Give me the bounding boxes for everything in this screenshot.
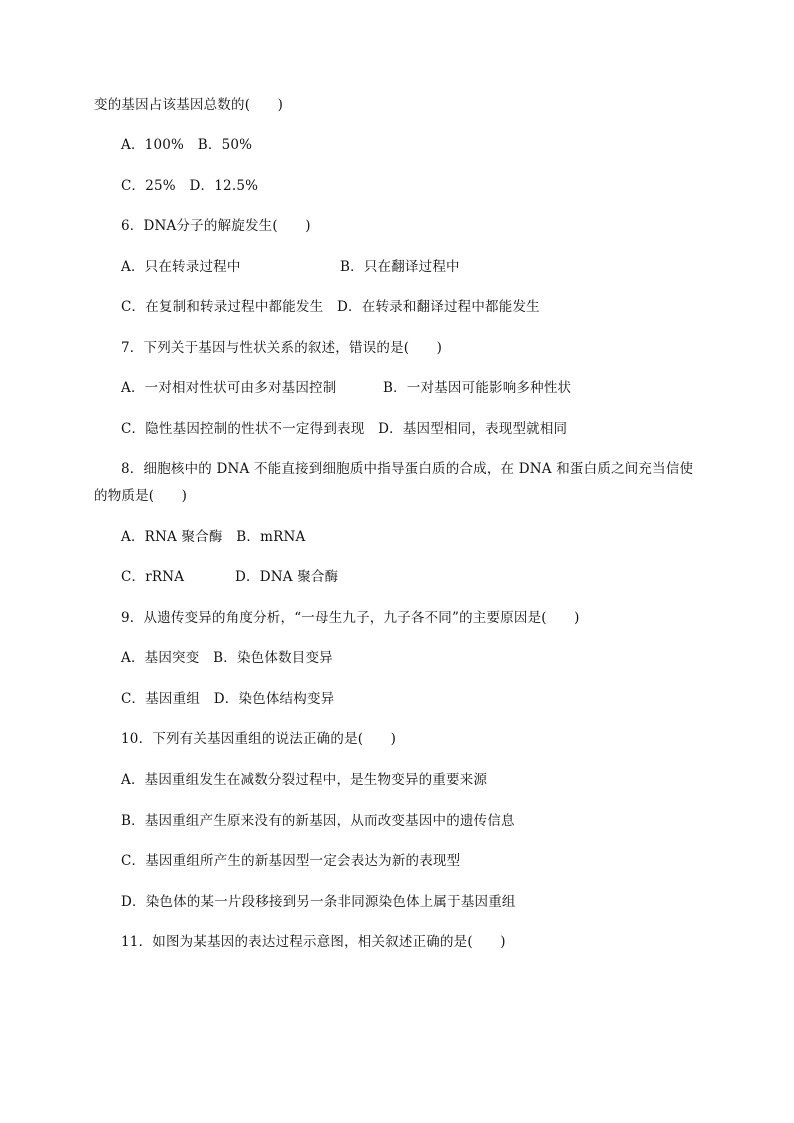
question-6-options-cd: C．在复制和转录过程中都能发生 D．在转录和翻译过程中都能发生	[121, 299, 540, 315]
question-9-options-cd: C．基因重组 D．染色体结构变异	[121, 691, 335, 707]
question-6-option-b: B．只在翻译过程中	[340, 259, 460, 275]
question-7-options-cd: C．隐性基因控制的性状不一定得到表现 D．基因型相同，表现型就相同	[121, 421, 568, 437]
question-6-stem: 6．DNA分子的解旋发生( )	[121, 218, 311, 234]
question-5-stem-tail: 变的基因占该基因总数的( )	[94, 97, 284, 113]
question-8-stem-line-1: 8．细胞核中的 DNA 不能直接到细胞质中指导蛋白质的合成，在 DNA 和蛋白质之间充当信使	[121, 461, 694, 477]
question-8-stem-line-2: 的物质是( )	[94, 488, 188, 504]
question-7-stem: 7．下列关于基因与性状关系的叙述，错误的是( )	[121, 340, 443, 356]
question-7-option-b: B．一对基因可能影响多种性状	[383, 380, 572, 396]
question-5-options-cd: C．25% D．12.5%	[121, 178, 259, 194]
question-6-option-a: A．只在转录过程中	[121, 259, 241, 275]
question-8-options-ab: A．RNA 聚合酶 B．mRNA	[121, 529, 306, 545]
question-5-options-ab: A．100% B．50%	[121, 137, 253, 153]
question-9-options-ab: A．基因突变 B．染色体数目变异	[121, 650, 333, 666]
question-11-stem: 11．如图为某基因的表达过程示意图，相关叙述正确的是( )	[121, 934, 506, 950]
question-8-option-d: D．DNA 聚合酶	[235, 569, 339, 585]
question-10-option-b: B．基因重组产生原来没有的新基因，从而改变基因中的遗传信息	[121, 813, 515, 829]
question-10-stem: 10．下列有关基因重组的说法正确的是( )	[121, 731, 397, 747]
question-10-option-d: D．染色体的某一片段移接到另一条非同源染色体上属于基因重组	[121, 894, 516, 910]
question-10-option-a: A．基因重组发生在减数分裂过程中，是生物变异的重要来源	[121, 772, 488, 788]
question-9-stem: 9．从遗传变异的角度分析，“一母生九子，九子各不同”的主要原因是( )	[121, 610, 580, 626]
question-7-option-a: A．一对相对性状可由多对基因控制	[121, 380, 337, 396]
question-10-option-c: C．基因重组所产生的新基因型一定会表达为新的表现型	[121, 853, 461, 869]
question-8-option-c: C．rRNA	[121, 569, 185, 585]
